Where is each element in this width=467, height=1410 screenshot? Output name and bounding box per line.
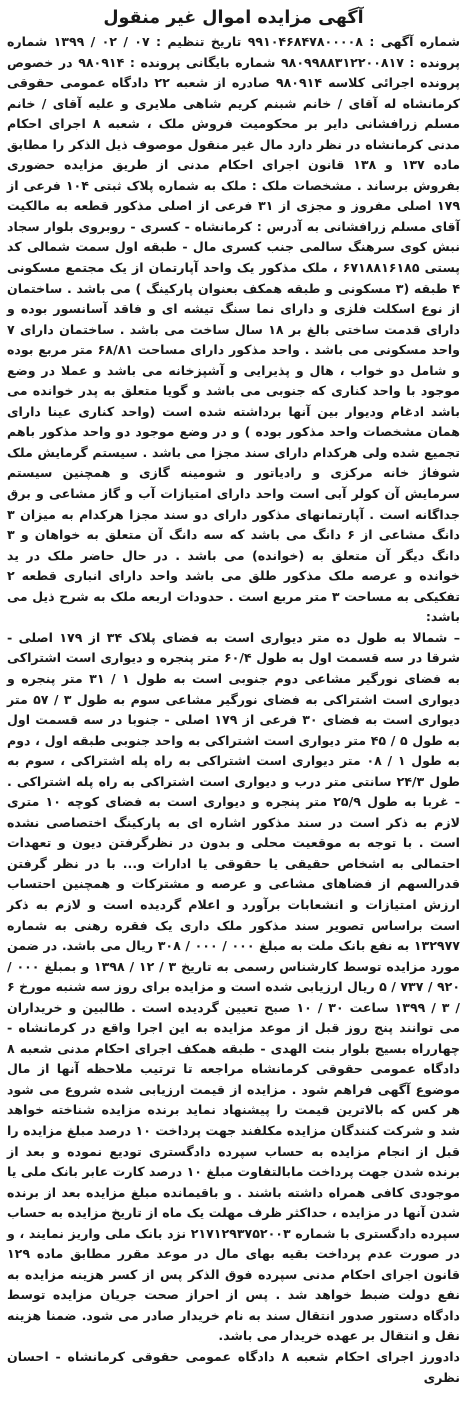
notice-paragraph-property-details: شماره آگهی : ۹۹۱۰۴۶۸۴۷۸۰۰۰۰۸ تاریخ تنظیم : ۰۷ / ۰۲ / ۱۳۹۹ شماره پرونده : ۹۸۰۹۹۸۸۳۱۲۲۰۰۸۱۷ شماره بایگانی پرونده : ۹۸۰۹۱۴ در خصوص پرونده اجرائی کلاسه ۹۸۰۹۱۴ صادره از شعبه ۲۲ دادگاه عمومی حقوقی کرمانشاه له آقای / خانم شبنم کریم شاهی ملایری و علیه آقای / خانم مسلم زرافشانی دایر بر محکومیت فروش ملک ، شعبه ۸ اجرای احکام مدنی کرمانشاه در نظر دارد مال غیر منقول موصوف ذیل الذکر را مطابق ماده ۱۳۷ و ۱۳۸ قانون اجرای احکام مدنی از طریق مزایده حضوری بفروش برساند . مشخصات ملک : ملک به شماره پلاک ثبتی ۱۰۴ فرعی از ۱۷۹ اصلی مفروز و مجزی از ۳۱ فرعی از اصلی مذکور قطعه به مالکیت آقای مسلم زرافشانی به آدرس : کرمانشاه - کسری - روبروی بلوار سجاد نبش کوی سرهنگ سالمی جنب کسری مال - طبقه اول سمت شمالی کد پستی ۶۷۱۸۸۱۶۱۸۵ ، ملک مذکور یک واحد آپارتمان از یک مجتمع مسکونی ۴ طبقه (۳ مسکونی و طبقه همکف بعنوان پارکینگ ) می باشد . ساختمان از نوع اسکلت فلزی و دارای نما سنگ تیشه ای و فاقد آسانسور بوده و دارای قدمت ساختی بالغ بر ۱۸ سال ساخت می باشد . ساختمان دارای ۷ واحد مسکونی می باشد . واحد مذکور دارای مساحت ۶۸/۸۱ متر مربع بوده و شامل دو خواب ، هال و پذیرایی و آشپزخانه می باشد و عملا در وضع موجود با واحد کناری که جنوبی می باشد و گویا متعلق به پدر خوانده می باشد ادغام ودیوار بین آنها برداشته شده است (واحد کناری عینا دارای همان مشخصات واحد مذکور بوده ) و در وضع موجود دو واحد مذکور باهم تجمیع شده ولی هرکدام دارای سند مجزا می باشد . سیستم گرمایش ملک شوفاژ خانه مرکزی و رادیاتور و شومینه گازی و همچنین سیستم سرمایش آن کولر آبی است واحد دارای امتیازات آب و گاز مشاعی و برق جداگانه است . آپارتمانهای مذکور دارای دو سند مجزا هرکدام به میزان ۳ دانگ مشاعی از ۶ دانگ می باشد که سه دانگ آن متعلق به خواهان و ۳ دانگ دیگر آن متعلق به (خوانده) می باشد . در حال حاضر ملک در ید خوانده و عرصه ملک مذکور طلق می باشد واحد دارای انباری قطعه ۲ تفکیکی به مساحت ۳ متر مربع است . حدودات اربعه ملک به شرح ذیل می باشد: [7, 34, 461, 625]
signature: دادورز اجرای احکام شعبه ۸ دادگاه عمومی حقوقی کرمانشاه - احسان نظری [7, 1349, 460, 1385]
notice-body [7, 32, 460, 1347]
notice-paragraph-boundaries-and-terms: – شمالا به طول ده متر دیواری است به فضای پلاک ۳۴ از ۱۷۹ اصلی - شرقا در سه قسمت اول به طول ۶۰/۴ متر پنجره و دیواری است اشتراکی به فضای نورگیر مشاعی دوم جنوبی است به طول ۱ / ۳۱ متر پنجره و دیواری است اشتراکی به فضای نورگیر مشاعی سوم به طول ۳ / ۵۷ متر دیواری است به فضای ۳۰ فرعی از ۱۷۹ اصلی - جنوبا در سه قسمت اول به طول ۵ / ۴۵ متر دیواری است اشتراکی به واحد جنوبی طبقه اول ، دوم به طول ۱ / ۰۸ متر دیواری است اشتراکی به راه پله اشتراکی ، سوم به طول ۲۴/۳ سانتی متر درب و دیواری است اشتراکی به راه پله اشتراکی . - غربا به طول ۲۵/۹ متر پنجره و دیواری است به فضای کوچه ۱۰ متری لازم به ذکر است در سند مذکور اشاره ای به پارکینگ اختصاصی نشده است . با توجه به موقعیت محلی و بدون در نظرگرفتن دیون و تعهدات احتمالی به اشخاص حقیقی یا حقوقی یا ادارات و... با در نظر گرفتن قدرالسهم از فضاهای مشاعی و عرصه و مشترکات و همچنین احتساب ارزش امتیازات و انشعابات برآورد و اعلام گردیده است و لازم به ذکر است براساس تصویر سند مذکور ملک داری یک فقره رهنی به شماره ۱۳۲۹۷۷ به نفع بانک ملت به مبلغ ۰۰۰ / ۰۰۰ / ۳۰۸ ریال می باشد. در ضمن مورد مزایده توسط کارشناس رسمی به تاریخ ۳ / ۱۲ / ۱۳۹۸ و بمبلغ ۰۰۰ / ۹۲۰ / ۷۳۷ / ۵ ریال ارزیابی شده است و مزایده برای روز سه شنبه مورخ ۶ / ۳ / ۱۳۹۹ ساعت ۳۰ / ۱۰ صبح تعیین گردیده است . طالبین و خریداران می توانند پنج روز قبل از موعد مزایده به این اجرا واقع در کرمانشاه - چهارراه بسیج بلوار بنت الهدی - طبقه همکف اجرای احکام مدنی شعبه ۸ دادگاه عمومی حقوقی کرمانشاه مراجعه تا ترتیب ملاحظه آنها از مال موضوع آگهی فراهم شود . مزایده از قیمت ارزیابی شده شروع می شود هر کس که بالاترین قیمت را پیشنهاد نماید برنده مزایده شناخته خواهد شد و شرکت کنندگان مزایده مکلفند جهت پرداخت ۱۰ درصد مبلغ مزایده را قبل از انجام مزایده به حساب سپرده دادگستری تودیع نموده و بعد از برنده شدن جهت پرداخت مابالتفاوت مبلغ ۱۰ درصد کارت عابر بانک ملی یا موجودی کافی همراه داشته باشند . و باقیمانده مبلغ مزایده بعد از برنده شدن آنها در مزایده ، حداکثر ظرف مهلت یک ماه از تاریخ مزایده به حساب سپرده دادگستری با شماره ۲۱۷۱۲۹۳۷۵۲۰۰۳ نزد بانک ملی واریز نمایند ، و در صورت عدم پرداخت بقیه بهای مال در موعد مقرر مطابق ماده ۱۲۹ قانون اجرای احکام مدنی سپرده فوق الذکر پس از کسر هزینه مزایده به نفع دولت ضبط خواهد شد . پس از احراز صحت جریان مزایده توسط دادگاه دستور صدور انتقال سند به نام خریدار صادر می شود. ضمنا هزینه نقل و انتقال بر عهده خریدار می باشد. [7, 629, 461, 1344]
notice-title: آگهی مزایده اموال غیر منقول [103, 8, 364, 28]
